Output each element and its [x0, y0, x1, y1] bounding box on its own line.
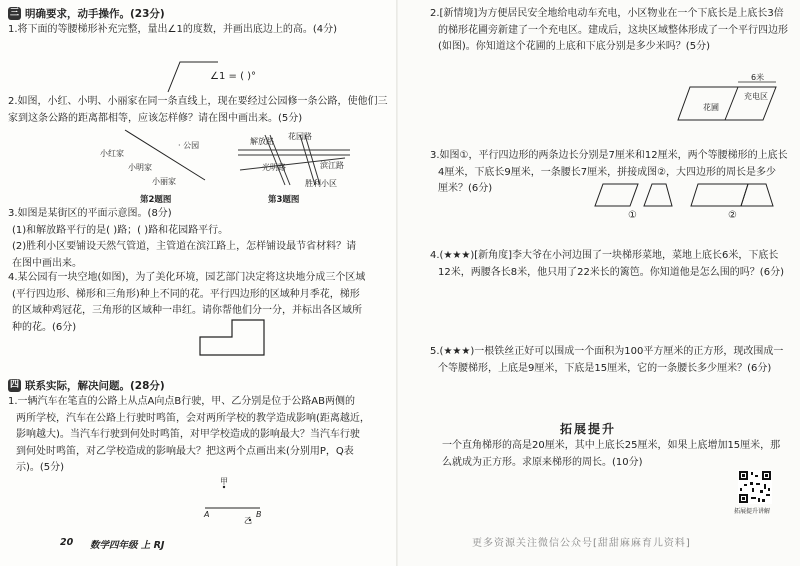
qr-caption: 拓展提升讲解 — [734, 508, 771, 515]
q3-text: 3.如图是某街区的平面示意图。(8分) (1)和解放路平行的是( )路；( )路和花园路平行。 (2)胜利小区要铺设天然气管道，主管道在滨江路上，怎样铺设最节省材料？请 在图中画出来。 — [8, 208, 357, 269]
section-badge: 三 — [9, 8, 19, 18]
charging-zone-label: 充电区 — [744, 92, 768, 101]
guangming-road-label: 光明路 — [262, 163, 286, 172]
angle-label: ∠1 = ( )° — [210, 71, 257, 82]
school-yi-label: 乙 — [244, 516, 252, 525]
right-page — [398, 0, 800, 566]
section-title: 明确要求，动手操作。(23分) — [25, 8, 165, 20]
fig1-caption: ① — [628, 210, 637, 221]
fig3-caption: 第3题图 — [268, 195, 300, 205]
shengli-label: 胜利小区 — [305, 179, 337, 188]
xiaoli-label: 小丽家 — [152, 177, 176, 186]
r-q5-text: 5.(★★★)一根铁丝正好可以围成一个面积为100平方厘米的正方形，现改围成一 个等腰梯形，上底是9厘米，下底是15厘米，它的一条腰长多少厘米？(6分) — [430, 346, 784, 374]
section-title: 联系实际，解决问题。(28分) — [25, 380, 165, 392]
extension-title: 拓展提升 — [560, 422, 617, 436]
fig2-caption: 第2题图 — [140, 195, 172, 205]
school-jia-label: 甲 — [220, 477, 228, 486]
fig2-parallelogram — [691, 184, 748, 206]
length-label: 6米 — [751, 73, 765, 82]
q1-text: 1.将下面的等腰梯形补充完整，量出∠1的度数，并画出底边上的高。(4分) — [8, 24, 338, 35]
xiaoming-label: 小明家 — [128, 163, 152, 172]
xiaohong-label: 小红家 — [100, 149, 124, 158]
r-q4-text: 4.(★★★)[新角度]李大爷在小河边围了一块梯形菜地，菜地上底长6米，下底长 12米，两腰各长8米，他只用了22米长的篱笆。你知道他是怎么围的吗？(6分) — [430, 250, 784, 278]
huayuan-road-label: 花园路 — [288, 132, 312, 141]
jiefang-road-label: 解放路 — [250, 137, 274, 146]
road-figure — [0, 0, 398, 566]
fig2-trapezoid — [741, 184, 773, 206]
garden-label: 花圃 — [703, 103, 719, 112]
r-q2-text: 2.[新情境]为方便居民安全地给电动车充电，小区物业在一个下底长是上底长3倍 的梯形花圃旁新建了一个充电区。建成后，这块区域整体形成了一个平行四边形 (如图)。你知道这个花圃的上底和下底分别是多少米吗？(5分) — [430, 8, 788, 52]
q4-text: 4.某公园有一块空地(如图)，为了美化环境，园艺部门决定将这块地分成三个区域 (平行四边形、梯形和三角形)种上不同的花。平行四边形的区域种月季花，梯形 的区域种鸡冠花，三角形的区域种一串红。请你帮他们分一分，并标出各区域所 种的花。(6分) — [8, 272, 366, 333]
fig2-caption: ② — [728, 210, 737, 221]
fig1-parallelogram — [595, 184, 638, 206]
qr-code[interactable] — [738, 470, 772, 504]
binjiang-road-label: 滨江路 — [320, 161, 344, 170]
q5-text: 1.一辆汽车在笔直的公路上从点A向点B行驶，甲、乙分别是位于公路AB两侧的 两所学校，汽车在公路上行驶时鸣笛，会对两所学校的教学造成影响(距离越近， 影响越大)。当汽车行驶到何处时鸣笛，对甲学校造成的影响最大？当汽车行驶 到何处时鸣笛，对乙学校造成的影响最大？把这两个点画出来(分别用P，Q表 示)。(5分) — [8, 396, 370, 473]
page-number: 20 — [60, 537, 74, 548]
extension-text: 一个直角梯形的高是20厘米，其中上底长25厘米，如果上底增加15厘米，那 么就成为正方形。求原来梯形的周长。(10分) — [442, 440, 781, 468]
fig1-trapezoid — [644, 184, 672, 206]
point-b-label: B — [256, 510, 262, 519]
book-title: 数学四年级 上 RJ — [90, 540, 165, 551]
left-page — [0, 0, 398, 566]
park-label: · 公园 — [178, 141, 200, 150]
point-a-label: A — [204, 510, 210, 519]
footer-watermark: 更多资源关注微信公众号[甜甜麻麻育儿资料] — [472, 538, 691, 549]
r-q3-text: 3.如图①，平行四边形的两条边长分别是7厘米和12厘米，两个等腰梯形的上底长 4厘米，下底长9厘米，一条腰长7厘米，拼接成图②，大四边形的周长是多少 厘米？(6分) — [430, 150, 788, 194]
q2-text: 2.如图，小红、小明、小丽家在同一条直线上，现在要经过公园修一条公路，使他们三 家到这条公路的距离都相等，应该怎样修？请在图中画出来。(5分) — [8, 96, 388, 124]
section-badge: 四 — [9, 380, 19, 390]
